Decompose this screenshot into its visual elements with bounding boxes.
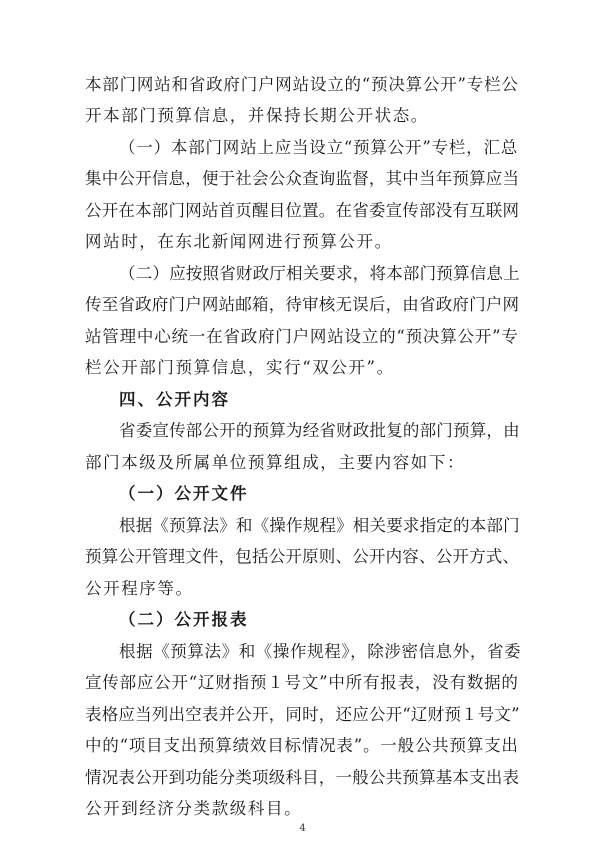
paragraph-line: 公开在本部门网站首页醒目位置。在省委宣传部没有互联网 [85, 201, 520, 220]
paragraph-line: 网站时，在东北新闻网进行预算公开。 [85, 232, 393, 251]
subsection-heading: （二）公开报表 [119, 610, 249, 629]
paragraph-line: （二）应按照省财政厅相关要求，将本部门预算信息上 [119, 264, 520, 283]
paragraph-line: 集中公开信息，便于社会公众查询监督，其中当年预算应当 [85, 169, 520, 188]
paragraph-line: 栏公开部门预算信息，实行“双公开”。 [85, 358, 395, 377]
paragraph-line: 传至省政府门户网站邮箱，待审核无误后，由省政府门户网 [85, 295, 520, 314]
paragraph-line: 根据《预算法》和《操作规程》，除涉密信息外，省委 [119, 642, 522, 661]
paragraph-line: 公开程序等。 [85, 579, 194, 598]
paragraph-line: 公开到经济分类款级科目。 [85, 799, 303, 818]
paragraph-line: 宣传部应公开“辽财指预１号文”中所有报表，没有数据的 [85, 673, 519, 692]
section-heading: 四、公开内容 [119, 390, 230, 409]
paragraph-line: 中的“项目支出预算绩效目标情况表”。一般公共预算支出 [85, 736, 519, 755]
page-number: 4 [299, 823, 306, 834]
subsection-heading: （一）公开文件 [119, 484, 249, 503]
paragraph-line: （一）本部门网站上应当设立“预算公开”专栏，汇总 [119, 138, 519, 157]
paragraph-line: 表格应当列出空表并公开，同时，还应公开“辽财预１号文” [85, 705, 520, 724]
paragraph-line: 预算公开管理文件，包括公开原则、公开内容、公开方式、 [85, 547, 520, 566]
paragraph-line: 本部门网站和省政府门户网站设立的“预决算公开”专栏公 [85, 75, 519, 94]
paragraph-line: 情况表公开到功能分类项级科目，一般公共预算基本支出表 [85, 768, 520, 787]
paragraph-line: 部门本级及所属单位预算组成，主要内容如下： [85, 453, 466, 472]
paragraph-line: 开本部门预算信息，并保持长期公开状态。 [85, 106, 429, 125]
paragraph-line: 省委宣传部公开的预算为经省财政批复的部门预算，由 [119, 421, 520, 440]
paragraph-line: 根据《预算法》和《操作规程》相关要求指定的本部门 [119, 516, 520, 535]
paragraph-line: 站管理中心统一在省政府门户网站设立的“预决算公开”专 [85, 327, 519, 346]
